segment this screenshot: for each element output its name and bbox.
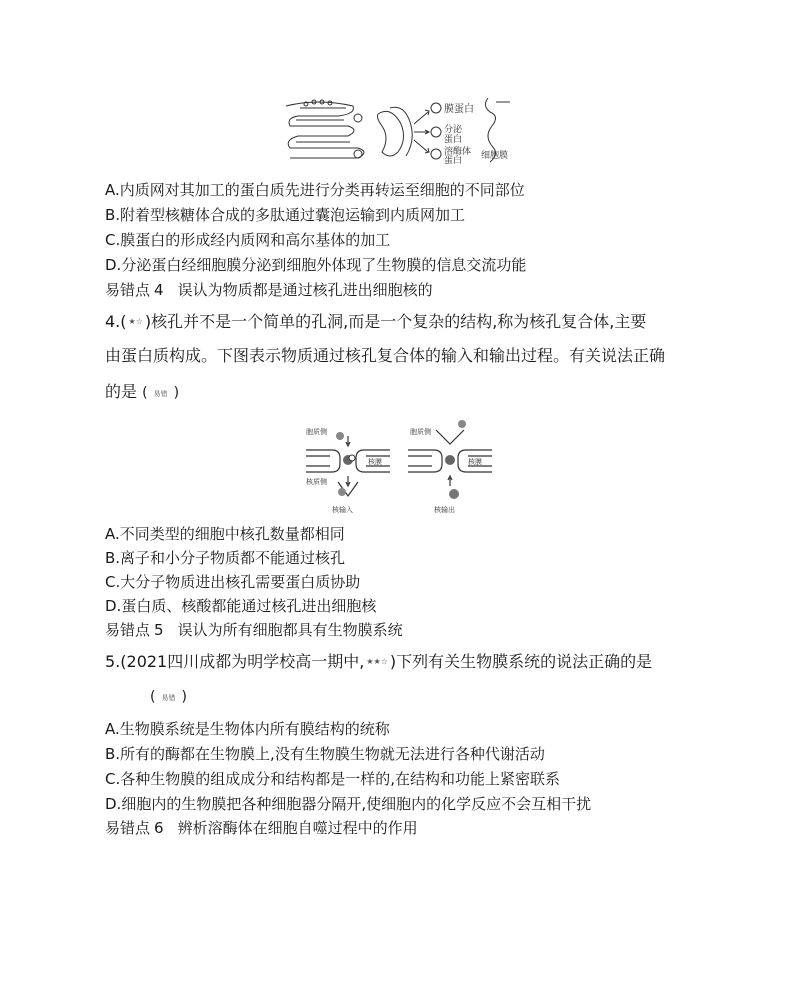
left-nucleoplasm-label: 核质侧 xyxy=(306,478,327,486)
q5-option-b: B.所有的酶都在生物膜上,没有生物膜生物就无法进行各种代谢活动 xyxy=(105,745,545,763)
membrane-protein-label: 膜蛋白 xyxy=(444,104,474,115)
q4-option-d: D.蛋白质、核酸都能通过核孔进出细胞核 xyxy=(105,597,377,615)
q5-option-c: C.各种生物膜的组成成分和结构都是一样的,在结构和功能上紧密联系 xyxy=(105,770,561,788)
q3-option-b: B.附着型核糖体合成的多肽通过囊泡运输到内质网加工 xyxy=(105,206,466,224)
svg-text:蛋白: 蛋白 xyxy=(444,156,463,164)
pitfall-4-heading: 易错点 4 误认为物质都是通过核孔进出细胞核的 xyxy=(105,281,433,299)
q3-option-c: C.膜蛋白的形成经内质网和高尔基体的加工 xyxy=(105,231,391,249)
left-membrane-label: 核膜 xyxy=(368,458,382,466)
q4-line-3: 的是 ( 易错 ) xyxy=(105,382,180,401)
q3-option-d: D.分泌蛋白经细胞膜分泌到细胞外体现了生物膜的信息交流功能 xyxy=(105,256,527,274)
q4-line-2: 由蛋白质构成。下图表示物质通过核孔复合体的输入和输出过程。有关说法正确 xyxy=(105,346,666,365)
pitfall-6-heading: 易错点 6 辨析溶酶体在细胞自噬过程中的作用 xyxy=(105,819,418,837)
cell-membrane-label: 细胞膜 xyxy=(481,151,509,161)
star-icon: ★☆ xyxy=(128,317,143,326)
q4-option-b: B.离子和小分子物质都不能通过核孔 xyxy=(105,549,346,567)
nuclear-export-label: 核输出 xyxy=(434,506,455,514)
q4-option-a: A.不同类型的细胞中核孔数量都相同 xyxy=(105,525,345,543)
q4-option-c: C.大分子物质进出核孔需要蛋白质协助 xyxy=(105,573,361,591)
q5-answer-paren: ( 易错 ) xyxy=(150,689,187,705)
q5-line-1: 5.(2021四川成都为明学校高一期中, ★★☆ )下列有关生物膜系统的说法正确的是 xyxy=(105,652,653,671)
nuclear-pore-figure xyxy=(302,412,498,516)
nuclear-import-label: 核输入 xyxy=(332,506,353,514)
lysosome-protein-label: 溶酶体 xyxy=(444,147,472,157)
q5-option-a: A.生物膜系统是生物体内所有膜结构的统称 xyxy=(105,720,390,738)
svg-text:蛋白: 蛋白 xyxy=(444,135,463,145)
right-membrane-label: 核膜 xyxy=(468,458,482,466)
pitfall-5-heading: 易错点 5 误认为所有细胞都具有生物膜系统 xyxy=(105,621,403,639)
q3-option-a: A.内质网对其加工的蛋白质先进行分类再转运至细胞的不同部位 xyxy=(105,181,525,199)
q5-option-d: D.细胞内的生物膜把各种细胞器分隔开,使细胞内的化学反应不会互相干扰 xyxy=(105,795,592,813)
left-cytoplasm-label: 胞质侧 xyxy=(306,428,327,436)
q4-line-1: 4.( ★☆ )核孔并不是一个简单的孔洞,而是一个复杂的结构,称为核孔复合体,主要 xyxy=(105,312,647,331)
right-cytoplasm-label: 胞质侧 xyxy=(410,428,431,436)
secretory-protein-label: 分泌 xyxy=(444,125,463,135)
q4-answer-paren: ( 易错 ) xyxy=(142,385,180,401)
protein-sorting-figure xyxy=(278,96,518,164)
star-icon: ★★☆ xyxy=(366,657,388,666)
